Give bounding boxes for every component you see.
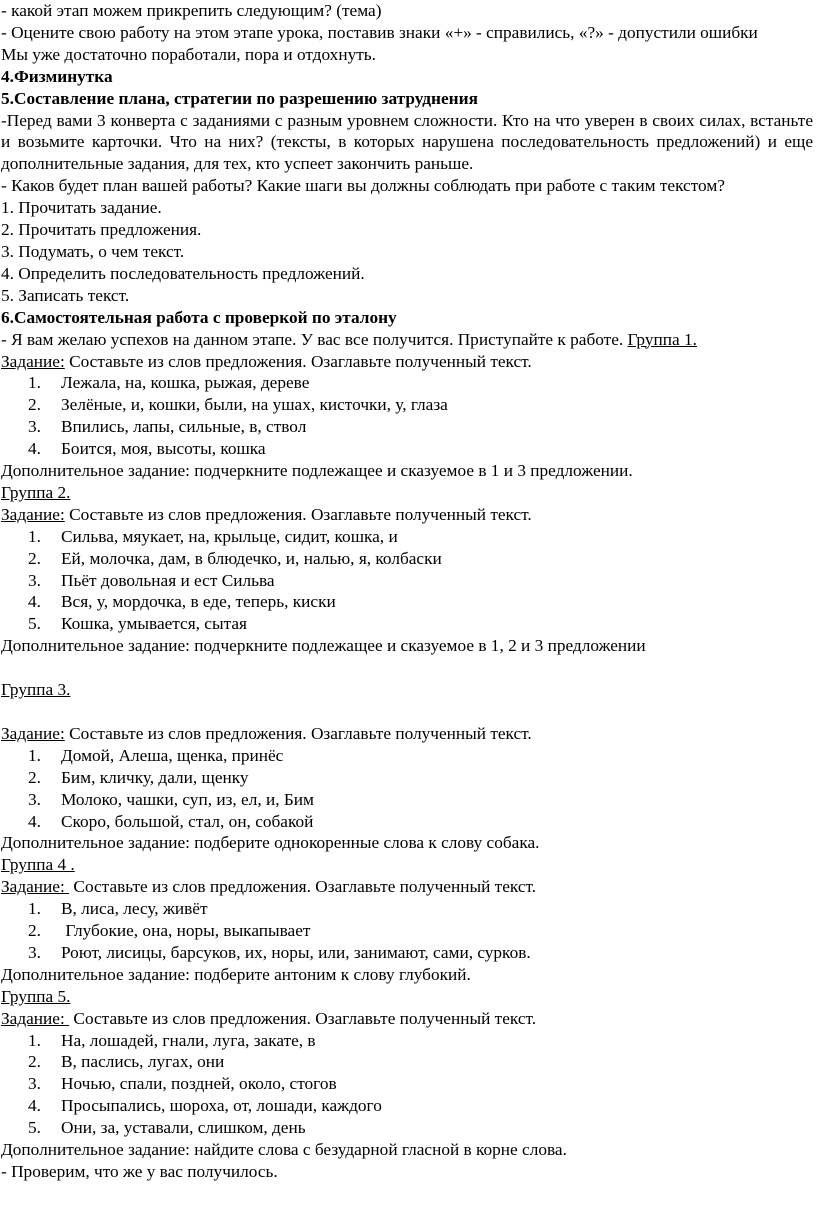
task-text: Составьте из слов предложения. Озаглавьте полученный текст. [64, 723, 532, 743]
list-item: 1. В, лиса, лесу, живёт [28, 899, 208, 919]
blank-line [1, 701, 813, 723]
plan-step: 5. Записать текст. [1, 285, 130, 305]
section-4-heading: 4.Физминутка [1, 66, 113, 86]
intro-line-2: - Оцените свою работу на этом этапе урока, поставив знаки «+» - справились, «?» - допустили ошибки [1, 22, 758, 42]
list-item: 2. В, паслись, лугах, они [28, 1052, 225, 1072]
task-label: Задание: [1, 504, 65, 524]
intro-line-1: - какой этап можем прикрепить следующим? (тема) [1, 1, 382, 20]
list-item: 1. Лежала, на, кошка, рыжая, дереве [28, 373, 310, 393]
group-5-task [1, 1008, 813, 1030]
group-4-title: Группа 4 . [1, 855, 75, 875]
list-item: 1. Домой, Алеша, щенка, принёс [28, 745, 284, 765]
list-item: 1. На, лошадей, гнали, луга, закате, в [28, 1030, 316, 1050]
group-2-task [1, 504, 813, 526]
group-4-title-line [1, 854, 813, 876]
list-item: 3. Молоко, чашки, суп, из, ел, и, Бим [28, 789, 314, 809]
list-item: 3. Пьёт довольная и ест Сильва [28, 570, 275, 590]
group-1-title: Группа 1. [627, 329, 697, 349]
group-3-extra-task: Дополнительное задание: подберите однокоренные слова к слову собака. [1, 833, 540, 853]
task-text: Составьте из слов предложения. Озаглавьте полученный текст. [69, 1008, 537, 1028]
group-5-list [1, 1030, 813, 1140]
task-text: Составьте из слов предложения. Озаглавьте полученный текст. [64, 504, 532, 524]
list-item: 4. Вся, у, мордочка, в еде, теперь, киски [28, 592, 336, 612]
list-item: 4. Просыпались, шороха, от, лошади, каждого [28, 1096, 382, 1116]
group-4-task [1, 876, 813, 898]
section-6-intro-text: - Я вам желаю успехов на данном этапе. У вас все получится. Приступайте к работе. [1, 329, 628, 349]
group-3-list [1, 745, 813, 833]
task-text: Составьте из слов предложения. Озаглавьте полученный текст. [64, 351, 532, 371]
list-item: 1. Сильва, мяукает, на, крыльце, сидит, кошка, и [28, 526, 398, 546]
plan-step: 3. Подумать, о чем текст. [1, 241, 185, 261]
group-1-list [1, 372, 813, 460]
group-1-extra-task: Дополнительное задание: подчеркните подлежащее и сказуемое в 1 и 3 предложении. [1, 461, 633, 481]
group-5-title: Группа 5. [1, 986, 71, 1006]
group-1-task [1, 351, 813, 373]
group-2-extra-task: Дополнительное задание: подчеркните подлежащее и сказуемое в 1, 2 и 3 предложении [1, 636, 646, 656]
group-4-list [1, 898, 813, 964]
group-5-title-line [1, 986, 813, 1008]
section-5-paragraph-1: -Перед вами 3 конверта с заданиями с разным уровнем сложности. Кто на что уверен в своих силах, встаньте и возьмите карточки. Что на них? (тексты, в которых нарушена последовательность предложений) и еще дополнительные задания, для тех, кто успеет закончить раньше. [1, 110, 813, 174]
section-6-intro [1, 329, 813, 351]
plan-step: 1. Прочитать задание. [1, 198, 162, 218]
task-label: Задание: [1, 351, 65, 371]
list-item: 2. Глубокие, она, норы, выкапывает [28, 921, 311, 941]
list-item: 3. Впились, лапы, сильные, в, ствол [28, 417, 307, 437]
group-2-list [1, 526, 813, 636]
list-item: 5. Они, за, уставали, слишком, день [28, 1118, 306, 1138]
list-item: 2. Зелёные, и, кошки, были, на ушах, кисточки, у, глаза [28, 395, 448, 415]
group-4-extra-task: Дополнительное задание: подберите антоним к слову глубокий. [1, 964, 471, 984]
task-label: Задание: [1, 1008, 70, 1028]
plan-step: 2. Прочитать предложения. [1, 220, 202, 240]
list-item: 4. Скоро, большой, стал, он, собакой [28, 811, 314, 831]
group-3-title: Группа 3. [1, 680, 71, 700]
intro-line-3: Мы уже достаточно поработали, пора и отдохнуть. [1, 44, 376, 64]
list-item: 3. Ночью, спали, поздней, около, стогов [28, 1074, 337, 1094]
section-5-heading: 5.Составление плана, стратегии по разрешению затруднения [1, 88, 478, 108]
list-item: 3. Роют, лисицы, барсуков, их, норы, или, занимают, сами, сурков. [28, 942, 531, 962]
list-item: 2. Ей, молочка, дам, в блюдечко, и, налью, я, колбаски [28, 548, 442, 568]
section-6-heading: 6.Самостоятельная работа с проверкой по эталону [1, 307, 397, 327]
task-label: Задание: [1, 877, 70, 897]
group-2-title: Группа 2. [1, 482, 71, 502]
task-label: Задание: [1, 723, 65, 743]
section-5-paragraph-2: - Каков будет план вашей работы? Какие шаги вы должны соблюдать при работе с таким текстом? [1, 176, 725, 196]
list-item: 5. Кошка, умывается, сытая [28, 614, 247, 634]
group-3-title-line [1, 679, 813, 701]
closing-line: - Проверим, что же у вас получилось. [1, 1162, 278, 1181]
group-3-task [1, 723, 813, 745]
group-5-extra-task: Дополнительное задание: найдите слова с безударной гласной в корне слова. [1, 1140, 567, 1160]
list-item: 2. Бим, кличку, дали, щенку [28, 767, 249, 787]
blank-line [1, 657, 813, 679]
plan-step: 4. Определить последовательность предложений. [1, 263, 365, 283]
list-item: 4. Боится, моя, высоты, кошка [28, 439, 266, 459]
task-text: Составьте из слов предложения. Озаглавьте полученный текст. [69, 877, 537, 897]
